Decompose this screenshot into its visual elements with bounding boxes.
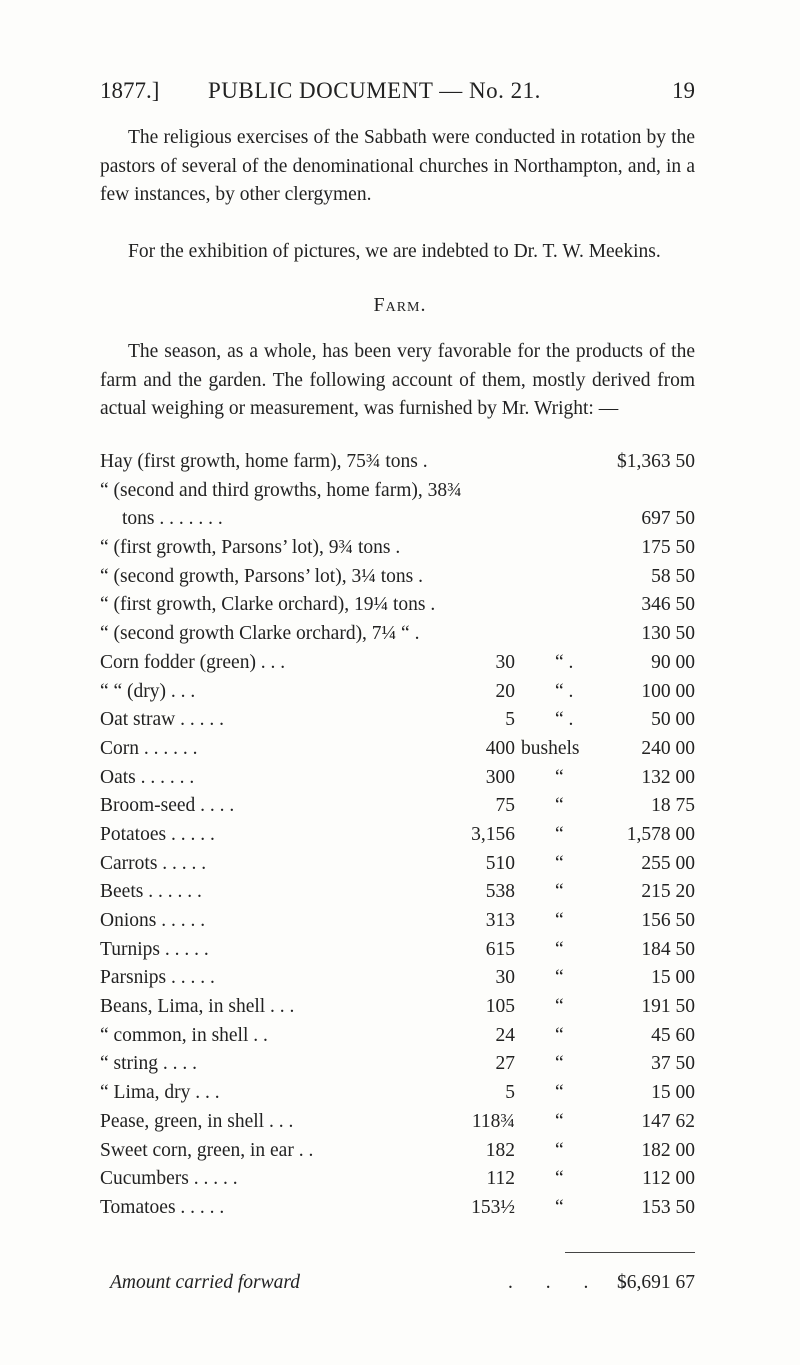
item-amount: 100 00 (641, 680, 695, 702)
page-number: 19 (672, 78, 695, 103)
item-quantity: 105 (485, 996, 515, 1018)
item-amount: 15 00 (651, 1082, 695, 1104)
item-description: Cucumbers . . . . . (100, 1168, 238, 1190)
item-unit: “ (555, 766, 564, 788)
item-unit: “ (555, 910, 564, 931)
table-row (100, 448, 695, 477)
table-row (100, 649, 695, 678)
item-amount: 153 50 (641, 1196, 695, 1218)
item-unit: bushels (521, 737, 580, 759)
item-unit: “ (555, 1168, 564, 1190)
item-description: tons . . . . . . . (122, 508, 223, 530)
item-quantity: 5 (505, 1082, 515, 1104)
item-description: Turnips . . . . . (100, 938, 209, 960)
item-quantity: 300 (485, 766, 515, 788)
paragraph-pictures: For the exhibition of pictures, we are indebted to Dr. T. W. Meekins. (128, 241, 661, 262)
item-amount: 15 00 (651, 967, 695, 989)
item-description: Corn fodder (green) . . . (100, 651, 286, 673)
item-unit: “ (555, 823, 564, 845)
item-description: Corn . . . . . . (100, 737, 198, 759)
item-description: Beans, Lima, in shell . . . (100, 996, 295, 1018)
table-row (100, 706, 695, 735)
table-row (100, 1137, 695, 1166)
item-amount: 182 00 (641, 1139, 695, 1161)
item-unit: “ (555, 1110, 564, 1132)
item-unit: “ (555, 881, 564, 903)
item-description: “ common, in shell . . (100, 1024, 268, 1046)
item-description: Beets . . . . . . (100, 881, 202, 903)
item-description: “ (second growth, Parsons’ lot), 3¼ tons . (100, 565, 423, 587)
table-row (100, 1022, 695, 1051)
item-description: Oat straw . . . . . (100, 709, 225, 731)
item-description: “ (first growth, Parsons’ lot), 9¾ tons . (100, 537, 401, 559)
total-amount: $6,691 67 (617, 1272, 695, 1293)
item-unit: “ (555, 996, 564, 1018)
item-description: “ “ (dry) . . . (100, 680, 196, 702)
item-amount: 184 50 (641, 938, 695, 960)
item-quantity: 182 (485, 1139, 515, 1161)
item-quantity: 5 (505, 709, 515, 731)
item-unit: “ (555, 1196, 564, 1218)
item-amount: 132 00 (641, 766, 695, 788)
total-leader-dots: . . . . (508, 1272, 641, 1293)
item-unit: “ . (555, 680, 574, 702)
item-description: “ Lima, dry . . . (100, 1082, 220, 1104)
table-row (100, 735, 695, 764)
item-unit: “ (555, 852, 564, 874)
item-quantity: 3,156 (471, 823, 515, 845)
item-quantity: 510 (485, 852, 515, 874)
section-heading-farm: Farm. (373, 294, 427, 316)
table-row (100, 792, 695, 821)
item-amount: 175 50 (641, 537, 695, 559)
item-amount: 90 00 (651, 651, 695, 673)
item-amount: 50 00 (651, 709, 695, 731)
item-description: “ string . . . . (100, 1053, 197, 1075)
table-row (100, 1108, 695, 1137)
table-row (100, 620, 695, 649)
item-amount: 156 50 (641, 910, 695, 931)
item-unit: “ . (555, 709, 574, 731)
item-amount: 1,578 00 (626, 823, 695, 845)
item-unit: “ (555, 795, 564, 817)
item-quantity: 75 (495, 795, 515, 817)
table-row (100, 591, 695, 620)
total-row (100, 1268, 695, 1298)
item-quantity: 30 (495, 967, 515, 989)
header-title: PUBLIC DOCUMENT — No. 21. (208, 78, 541, 103)
table-row (100, 563, 695, 592)
item-unit: “ (555, 967, 564, 989)
item-quantity: 112 (486, 1168, 515, 1190)
item-amount: $1,363 50 (617, 451, 695, 472)
header-year: 1877.] (100, 78, 160, 103)
item-amount: 58 50 (651, 565, 695, 587)
table-row (100, 821, 695, 850)
table-row (100, 964, 695, 993)
item-amount: 240 00 (641, 737, 695, 759)
item-quantity: 313 (485, 910, 515, 931)
item-unit: “ (555, 1024, 564, 1046)
item-amount: 697 50 (641, 508, 695, 530)
paragraph-religious: The religious exercises of the Sabbath were conducted in rotation by the pastors of several of the denominational churches in Northampton, and, in a few instances, by other clergymen. (100, 127, 695, 205)
item-amount: 215 20 (641, 881, 695, 903)
item-quantity: 27 (495, 1053, 515, 1075)
table-row (100, 850, 695, 879)
table-row (100, 764, 695, 793)
item-amount: 112 00 (642, 1168, 695, 1190)
paragraph-season: The season, as a whole, has been very favorable for the products of the farm and the garden. The following account of them, mostly derived from actual weighing or measurement, was furnished by Mr. Wright: — (100, 341, 695, 419)
item-unit: “ (555, 938, 564, 960)
item-amount: 130 50 (641, 623, 695, 645)
item-description: Oats . . . . . . (100, 766, 195, 788)
item-quantity: 615 (485, 938, 515, 960)
table-row (100, 678, 695, 707)
item-description: Broom-seed . . . . (100, 795, 235, 817)
table-row (100, 505, 695, 534)
item-quantity: 118¾ (471, 1110, 515, 1132)
item-quantity: 30 (495, 651, 515, 673)
item-quantity: 400 (485, 737, 515, 759)
table-row (100, 534, 695, 563)
item-description: Carrots . . . . . (100, 852, 207, 874)
item-quantity: 153½ (471, 1196, 515, 1218)
item-unit: “ (555, 1139, 564, 1161)
item-unit: “ (555, 1053, 564, 1075)
item-description: “ (second and third growths, home farm), 38¾ (100, 479, 462, 501)
item-description: “ (first growth, Clarke orchard), 19¼ tons . (100, 594, 436, 616)
item-quantity: 24 (495, 1024, 515, 1046)
table-row (100, 1079, 695, 1108)
item-description: Onions . . . . . (100, 910, 206, 931)
item-amount: 191 50 (641, 996, 695, 1018)
item-amount: 18 75 (651, 795, 695, 817)
item-amount: 45 60 (651, 1024, 695, 1046)
item-description: “ (second growth Clarke orchard), 7¼ “ . (100, 623, 420, 645)
item-amount: 255 00 (641, 852, 695, 874)
item-description: Pease, green, in shell . . . (100, 1110, 294, 1132)
page-header (100, 78, 695, 114)
item-description: Tomatoes . . . . . (100, 1196, 225, 1218)
table-row (100, 993, 695, 1022)
farm-products-table (100, 448, 695, 1223)
table-row (100, 1165, 695, 1194)
item-description: Parsnips . . . . . (100, 967, 215, 989)
item-quantity: 20 (495, 680, 515, 702)
table-row (100, 878, 695, 907)
total-rule (565, 1252, 695, 1253)
item-description: Sweet corn, green, in ear . . (100, 1139, 314, 1161)
table-row (100, 907, 695, 936)
item-quantity: 538 (485, 881, 515, 903)
item-amount: 147 62 (641, 1110, 695, 1132)
table-row (100, 1050, 695, 1079)
table-row (100, 477, 695, 506)
table-row (100, 936, 695, 965)
item-unit: “ (555, 1082, 564, 1104)
item-amount: 37 50 (651, 1053, 695, 1075)
table-row (100, 1194, 695, 1223)
item-amount: 346 50 (641, 594, 695, 616)
total-label: Amount carried forward (110, 1272, 300, 1293)
item-description: Hay (first growth, home farm), 75¾ tons . (100, 451, 428, 472)
item-unit: “ . (555, 651, 574, 673)
item-description: Potatoes . . . . . (100, 823, 215, 845)
